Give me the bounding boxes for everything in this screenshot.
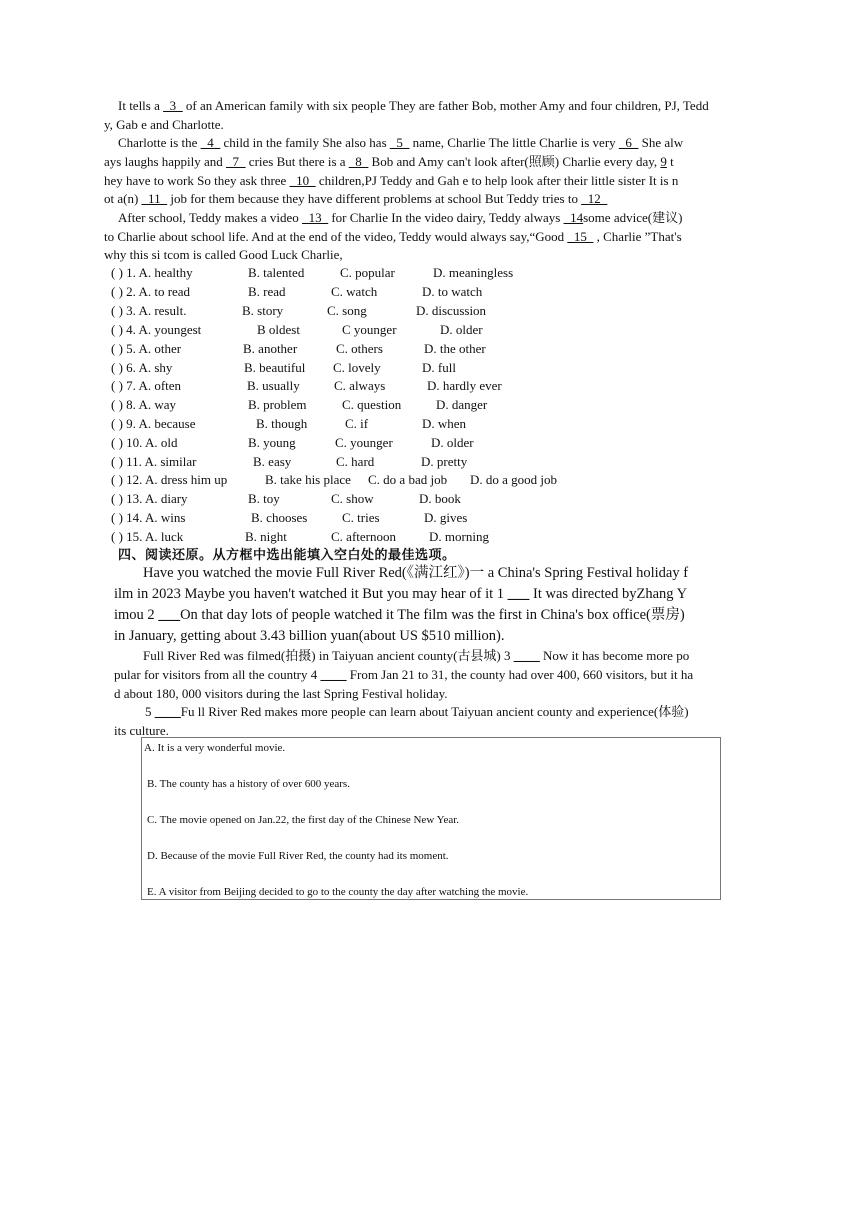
question-row: ( ) 9. A. because B. though C. if D. when [111,416,467,431]
section-heading: 四、阅读还原。从方框中选出能填入空白处的最佳选项。 [118,548,456,563]
blank-7: _7_ [226,154,246,169]
blank-6: _6_ [618,135,639,150]
options-box [141,737,721,900]
blank-8: _8_ [348,154,369,169]
passage-line: in January, getting about 3.43 billion yuan(about US $510 million). [114,628,505,644]
passage-line: pular for visitors from all the country 4 ____ From Jan 21 to 31, the county had over 400, 660 visitors, but it ha [114,667,694,682]
passage-line: its culture. [114,723,169,738]
blank-5: _5_ [389,135,410,150]
option-item: C. The movie opened on Jan.22, the first day of the Chinese New Year. [147,814,460,826]
passage-line: y, Gab e and Charlotte. [104,117,224,132]
question-row: ( ) 15. A. luck B. night C. afternoon D. morning [111,529,489,544]
blank-4: _4_ [200,135,221,150]
blank-13: _13_ [302,210,329,225]
passage-line: 5 ____Fu ll River Red makes more people can learn about Taiyuan ancient county and experience(体验) [145,704,689,719]
question-row: ( ) 13. A. diary B. toy C. show D. book [111,491,461,506]
question-row: ( ) 3. A. result. B. story C. song D. discussion [111,303,487,318]
passage-line: d about 180, 000 visitors during the last Spring Festival holiday. [114,686,448,701]
blank-12: _12_ [581,191,608,206]
question-row: ( ) 2. A. to read B. read C. watch D. to watch [111,284,483,299]
passage-line: imou 2 ___On that day lots of people watched it The film was the first in China's box office(票房) [114,607,685,623]
blank-r2: ___ [158,607,181,623]
question-row: ( ) 4. A. youngest B oldest C younger D. older [111,322,483,337]
option-item: D. Because of the movie Full River Red, the county had its moment. [147,850,449,862]
blank-15: _15_ [567,229,594,244]
passage-line: Charlotte is the _4_ child in the family She also has _5_ name, Charlie The little Charlie is very _6_ She alw [118,135,684,150]
passage-line: ilm in 2023 Maybe you haven't watched it But you may hear of it 1 ___ It was directed byZhang Y [114,586,688,602]
question-row: ( ) 14. A. wins B. chooses C. tries D. gives [111,510,468,525]
blank-r3: ____ [513,648,540,663]
passage-line: After school, Teddy makes a video _13_ for Charlie In the video dairy, Teddy always _14some advice(建议) [118,210,683,225]
blank-r1: ___ [507,586,530,602]
blank-r5: ____ [154,704,181,719]
question-row: ( ) 7. A. often B. usually C. always D. hardly ever [111,378,502,393]
passage-line: to Charlie about school life. And at the end of the video, Teddy would always say,“Good _15_ , Charlie ”That's [104,229,682,244]
option-item: E. A visitor from Beijing decided to go to the county the day after watching the movie. [147,886,529,898]
blank-r4: ____ [320,667,347,682]
question-row: ( ) 11. A. similar B. easy C. hard D. pretty [111,454,468,469]
blank-9: 9 [660,154,667,169]
blank-10: _10_ [289,173,316,188]
passage-line: It tells a _3_ of an American family with six people They are father Bob, mother Amy and four children, PJ, Tedd [118,98,709,113]
option-item: B. The county has a history of over 600 years. [147,778,350,790]
blank-14: _14 [563,210,584,225]
blank-3: _3_ [163,98,183,113]
passage-line: Have you watched the movie Full River Red(《满江红》)一 a China's Spring Festival holiday f [143,565,689,581]
question-row: ( ) 8. A. way B. problem C. question D. danger [111,397,488,412]
question-row: ( ) 5. A. other B. another C. others D. the other [111,341,486,356]
passage-line: ot a(n) _11_ job for them because they have different problems at school But Teddy tries to _12_ [104,191,608,206]
question-row: ( ) 10. A. old B. young C. younger D. older [111,435,474,450]
blank-11: _11_ [141,191,168,206]
option-item: A. It is a very wonderful movie. [144,742,286,754]
passage-line: why this si tcom is called Good Luck Charlie, [104,247,343,262]
passage-line: hey have to work So they ask three _10_ children,PJ Teddy and Gah e to help look after their little sister It is n [104,173,679,188]
question-row: ( ) 12. A. dress him up B. take his place C. do a bad job D. do a good job [111,472,558,487]
question-row: ( ) 6. A. shy B. beautiful C. lovely D. full [111,360,456,375]
passage-line: Full River Red was filmed(拍摄) in Taiyuan ancient county(古县城) 3 ____ Now it has become more po [143,648,690,663]
passage-line: ays laughs happily and _7_ cries But there is a _8_ Bob and Amy can't look after(照顾) Charlie every day, 9 t [104,154,674,169]
question-row: ( ) 1. A. healthy B. talented C. popular D. meaningless [111,265,514,280]
